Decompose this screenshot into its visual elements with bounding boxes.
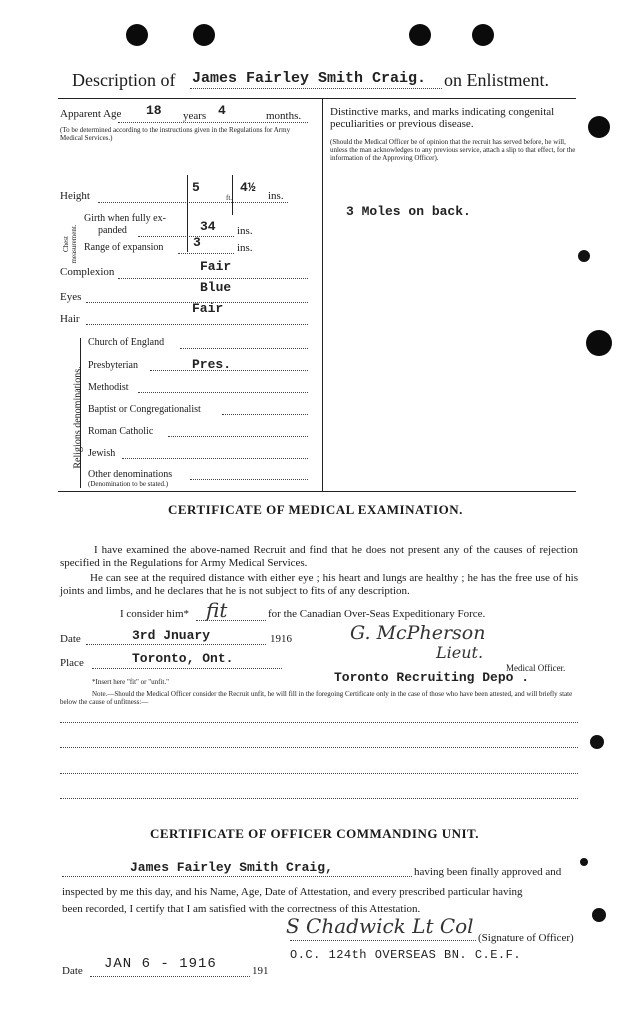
complexion-line <box>118 278 308 279</box>
height-box-line <box>187 175 188 252</box>
approved-suffix: having been finally approved and <box>414 866 562 878</box>
girth-line <box>138 236 234 237</box>
officer-date-line <box>90 976 250 977</box>
months-label: months. <box>266 110 302 122</box>
punch-hole <box>193 24 215 46</box>
religion-label: Roman Catholic <box>88 426 154 437</box>
consider-label: I consider him* <box>120 608 190 620</box>
eyes-value: Blue <box>200 280 232 295</box>
section-rule <box>58 491 576 492</box>
place-label: Place <box>60 657 84 669</box>
medical-title: CERTIFICATE OF MEDICAL EXAMINATION. <box>168 502 463 517</box>
header-prefix: Description of <box>72 70 176 90</box>
insert-note: *Insert here "fit" or "unfit." <box>92 678 169 686</box>
officer-date-label: Date <box>62 965 83 977</box>
marks-note: (Should the Medical Officer be of opinion that the recruit has served before, he will, unless the man acknowledges to any previous service, attach a slip to that effect, for the information of the Approving Officer). <box>330 138 576 162</box>
range-line <box>178 253 234 254</box>
age-note: (To be determined according to the instructions given in the Regulations for Army Medical Services.) <box>60 126 291 142</box>
medical-date-value: 3rd Jnuary <box>132 628 211 643</box>
religion-label: Jewish <box>88 448 116 459</box>
height-label: Height <box>60 190 90 202</box>
medical-signature: G. McPherson <box>350 622 486 644</box>
officer-signature-label: (Signature of Officer) <box>478 932 574 944</box>
religion-label: Church of England <box>88 337 165 348</box>
unfitness-line <box>60 773 578 774</box>
range-value: 3 <box>193 235 201 250</box>
medical-date-label: Date <box>60 633 81 645</box>
ink-spot <box>578 250 590 262</box>
consider-value: fit <box>206 598 228 622</box>
officer-year-label: 191 <box>252 965 269 977</box>
header-name: James Fairley Smith Craig. <box>192 70 427 87</box>
height-line <box>98 202 288 203</box>
age-months: 4 <box>218 103 226 118</box>
unfitness-line <box>60 747 578 748</box>
hair-line <box>86 324 308 325</box>
religion-line <box>222 414 308 415</box>
girth-ins-label: ins. <box>237 225 253 237</box>
consider-suffix: for the Canadian Over-Seas Expeditionary Force. <box>268 608 486 620</box>
girth-value: 34 <box>200 219 216 234</box>
depot-stamp: Toronto Recruiting Depo . <box>334 670 530 685</box>
religion-line <box>180 348 308 349</box>
punch-hole <box>586 330 612 356</box>
religion-label: Other denominations <box>88 469 173 480</box>
medical-year-label: 1916 <box>270 633 292 645</box>
marks-heading: Distinctive marks, and marks indicating congenital peculiarities or previous disease. <box>330 106 555 130</box>
hair-value: Fair <box>192 301 224 316</box>
religion-line <box>122 458 308 459</box>
place-line <box>92 668 282 669</box>
religion-label: Presbyterian <box>88 360 138 371</box>
hair-label: Hair <box>60 313 80 325</box>
officer-para-line-3: been recorded, I certify that I am satisfied with the correctness of this Attestation. <box>62 903 421 915</box>
medical-note: Note.—Should the Medical Officer consider the Recruit unfit, he will fill in the foregoing Certificate only in the case of those who have been attested, and will briefly state below the cause of unfitness:— <box>60 690 573 706</box>
years-label: years <box>183 110 207 122</box>
religion-label: Methodist <box>88 382 129 393</box>
officer-title: CERTIFICATE OF OFFICER COMMANDING UNIT. <box>150 826 479 841</box>
place-value: Toronto, Ont. <box>132 651 234 666</box>
range-ins-label: ins. <box>237 242 253 254</box>
header-suffix: on Enlistment. <box>444 70 549 90</box>
religions-side-label: Religions denominations. <box>72 366 84 469</box>
punch-hole <box>472 24 494 46</box>
medical-para-2: He can see at the required distance with either eye ; his heart and lungs are healthy ; he has the free use of his joints and limbs, and he declares that he is not subject to fits of any description. <box>60 572 578 597</box>
officer-name-line <box>62 876 412 877</box>
header-name-line <box>190 88 442 89</box>
officer-name-value: James Fairley Smith Craig, <box>130 860 333 875</box>
medical-officer-label: Medical Officer. <box>506 663 566 673</box>
ink-spot <box>580 858 588 866</box>
religion-label: Baptist or Congregationalist <box>88 404 201 415</box>
chest-side-label: Chest measurement. <box>62 224 78 264</box>
religion-value: Pres. <box>192 357 232 372</box>
unfitness-line <box>60 722 578 723</box>
denomination-note: (Denomination to be stated.) <box>88 480 169 488</box>
header-rule <box>58 98 576 99</box>
unit-stamp: O.C. 124th OVERSEAS BN. C.E.F. <box>290 948 522 962</box>
complexion-value: Fair <box>200 259 232 274</box>
height-box-line <box>232 175 233 215</box>
girth-label-2: panded <box>98 225 127 236</box>
height-ft: 5 <box>192 180 200 195</box>
age-label: Apparent Age <box>60 108 122 120</box>
medical-para-1: I have examined the above-named Recruit and find that he does not present any of the causes of rejection specified in the Regulations for Army Medical Services. <box>60 544 578 569</box>
officer-para-line-2: inspected by me this day, and his Name, Age, Date of Attestation, and every prescribed particular having <box>62 886 523 898</box>
age-years: 18 <box>146 103 162 118</box>
officer-signature: S Chadwick Lt Col <box>286 914 474 938</box>
ins-label: ins. <box>268 190 284 202</box>
ft-label: ft. <box>226 194 233 202</box>
marks-value: 3 Moles on back. <box>346 204 471 219</box>
column-divider <box>322 98 323 491</box>
range-label: Range of expansion <box>84 242 164 253</box>
punch-hole <box>409 24 431 46</box>
height-ins: 4½ <box>240 180 256 195</box>
unfitness-line <box>60 798 578 799</box>
medical-signature-rank: Lieut. <box>436 643 484 662</box>
medical-date-line <box>86 644 266 645</box>
religion-line <box>138 392 308 393</box>
complexion-label: Complexion <box>60 266 115 278</box>
punch-hole <box>588 116 610 138</box>
age-line <box>118 122 308 123</box>
officer-signature-line <box>290 940 476 941</box>
ink-spot <box>592 908 606 922</box>
ink-spot <box>590 735 604 749</box>
officer-date-stamp: JAN 6 - 1916 <box>104 956 217 972</box>
girth-label-1: Girth when fully ex- <box>84 213 166 224</box>
eyes-label: Eyes <box>60 291 82 303</box>
religion-line <box>168 436 308 437</box>
religion-line <box>190 479 308 480</box>
punch-hole <box>126 24 148 46</box>
